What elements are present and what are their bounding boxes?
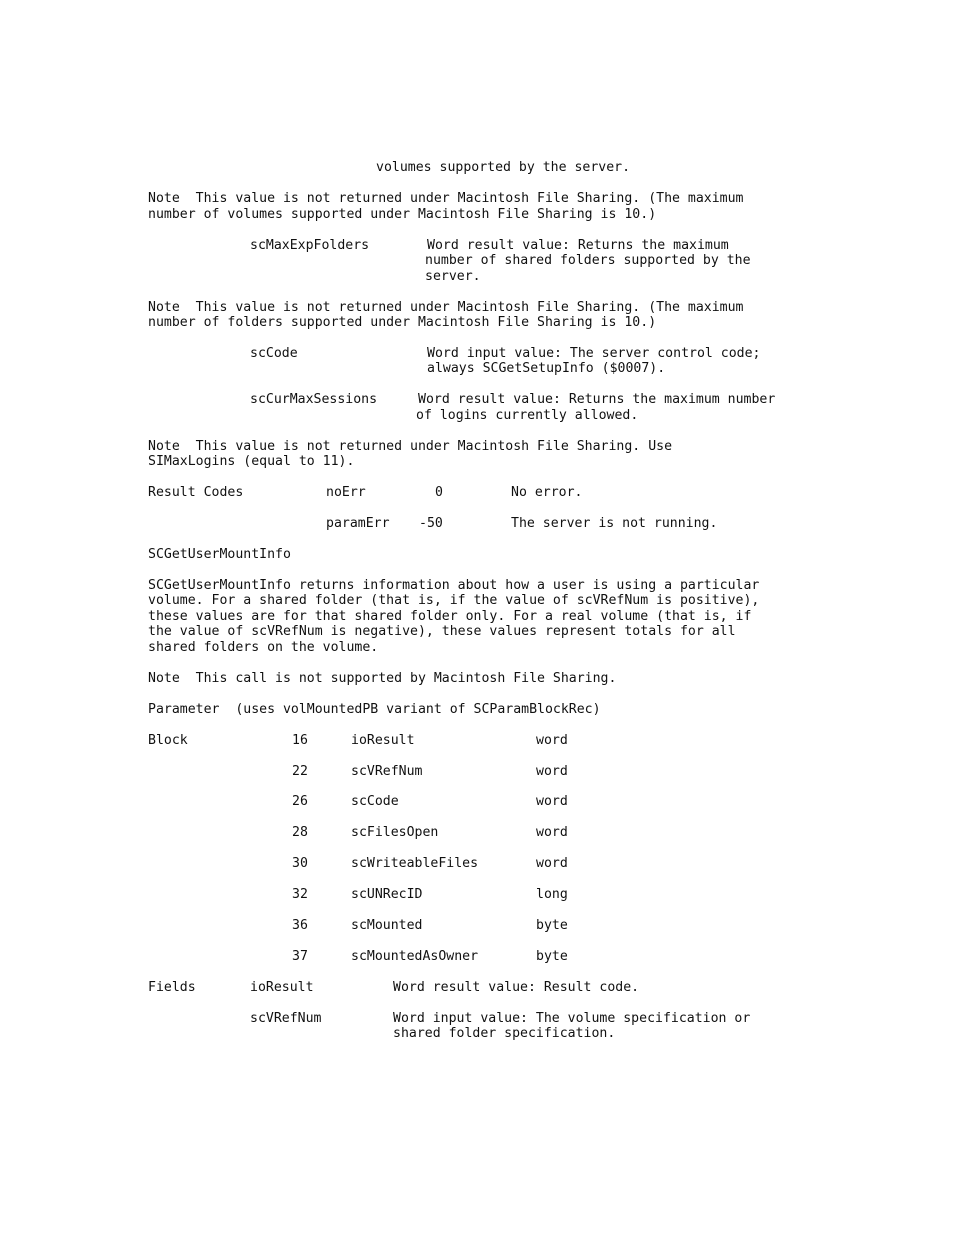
block-offset: 26 [292,794,308,809]
result-code-name: noErr [326,485,366,500]
field-desc-sccode-2: always SCGetSetupInfo ($0007). [427,361,666,376]
paragraph-line: these values are for that shared folder only. For a real volume (that is, if [148,609,752,624]
block-field-name: scMounted [351,918,423,933]
field-desc-scvrefnum-2: shared folder specification. [393,1026,616,1041]
block-field-type: word [536,733,568,748]
note-logins-line-2: SIMaxLogins (equal to 11). [148,454,355,469]
block-field-name: scUNRecID [351,887,423,902]
note-logins-line-1: Note This value is not returned under Macintosh File Sharing. Use [148,439,673,454]
block-offset: 30 [292,856,308,871]
section-title: SCGetUserMountInfo [148,547,291,562]
field-desc-scvrefnum-1: Word input value: The volume specification or [393,1011,751,1026]
block-field-name: scVRefNum [351,764,423,779]
result-code-value: -50 [419,516,443,531]
result-code-name: paramErr [326,516,390,531]
block-field-name: scFilesOpen [351,825,439,840]
field-desc-ioresult: Word result value: Result code. [393,980,640,995]
field-name-scmaxexpfolders: scMaxExpFolders [250,238,370,253]
block-offset: 16 [292,733,308,748]
paragraph-line: shared folders on the volume. [148,640,379,655]
note-volumes-line-2: number of volumes supported under Macintosh File Sharing is 10.) [148,206,657,222]
block-field-type: byte [536,949,568,964]
block-field-type: byte [536,918,568,933]
continued-description: volumes supported by the server. [376,160,631,175]
field-desc-scmaxexpfolders-2: number of shared folders supported by the [425,253,751,268]
field-desc-scmaxexpfolders-3: server. [425,269,481,284]
block-offset: 28 [292,825,308,840]
note-folders-line-1: Note This value is not returned under Macintosh File Sharing. (The maximum [148,300,744,315]
note-folders-line-2: number of folders supported under Macintosh File Sharing is 10.) [148,315,657,330]
note-not-supported: Note This call is not supported by Macintosh File Sharing. [148,671,617,686]
result-code-desc: The server is not running. [511,516,718,531]
block-field-type: word [536,794,568,809]
block-field-name: ioResult [351,733,415,748]
field-desc-sccurmaxsessions-1: Word result value: Returns the maximum number [418,392,776,407]
block-offset: 32 [292,887,308,902]
fields-label: Fields [148,980,196,995]
block-field-name: scWriteableFiles [351,856,479,871]
field-desc-sccurmaxsessions-2: of logins currently allowed. [416,408,639,423]
paragraph-line: the value of scVRefNum is negative), these values represent totals for all [148,624,736,639]
block-field-name: scMountedAsOwner [351,949,479,964]
result-code-value: 0 [435,485,443,500]
block-offset: 22 [292,764,308,779]
field-desc-sccode-1: Word input value: The server control code; [427,346,761,361]
block-offset: 36 [292,918,308,933]
result-codes-label: Result Codes [148,485,244,500]
parameter-line: Parameter (uses volMountedPB variant of SCParamBlockRec) [148,702,601,717]
note-volumes-line-1: Note This value is not returned under Macintosh File Sharing. (The maximum [148,191,744,206]
block-field-type: word [536,825,568,840]
block-field-type: word [536,856,568,871]
block-offset: 37 [292,949,308,964]
paragraph-line: volume. For a shared folder (that is, if the value of scVRefNum is positive), [148,593,760,608]
field-name-scvrefnum: scVRefNum [250,1011,322,1026]
block-label: Block [148,733,188,748]
paragraph-line: SCGetUserMountInfo returns information about how a user is using a particular [148,578,760,593]
block-field-type: long [536,887,568,902]
field-name-sccode: scCode [250,346,298,361]
field-name-sccurmaxsessions: scCurMaxSessions [250,392,378,407]
result-code-desc: No error. [511,485,583,500]
block-field-type: word [536,764,568,779]
block-field-name: scCode [351,794,399,809]
field-name-ioresult: ioResult [250,980,314,995]
field-desc-scmaxexpfolders-1: Word result value: Returns the maximum [427,238,729,253]
